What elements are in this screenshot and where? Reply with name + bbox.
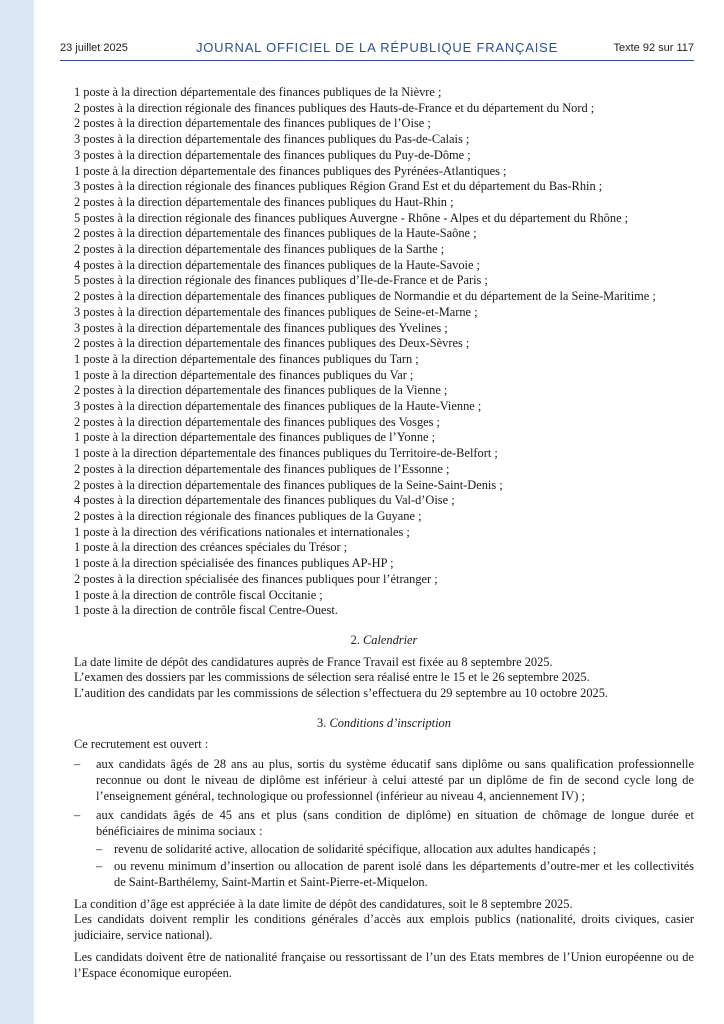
poste-line: 1 poste à la direction départementale des finances publiques des Pyrénées-Atlantiques ; — [74, 163, 507, 178]
section-number: 3. — [317, 715, 327, 730]
poste-line: 1 poste à la direction départementale des finances publiques de la Nièvre ; — [74, 85, 442, 99]
poste-line: 2 postes à la direction départementale des finances publiques de la Vienne ; — [74, 383, 448, 398]
poste-line: 1 poste à la direction spécialisée des finances publiques AP-HP ; — [74, 556, 394, 571]
poste-line: 1 poste à la direction départementale des finances publiques du Tarn ; — [74, 351, 419, 366]
poste-line: 3 postes à la direction départementale des finances publiques de la Haute-Vienne ; — [74, 399, 482, 414]
section-title-text: Conditions d’inscription — [329, 715, 451, 730]
poste-line: 1 poste à la direction des créances spéciales du Trésor ; — [74, 540, 348, 555]
section-title-text: Calendrier — [363, 632, 418, 647]
calendrier-line: L’examen des dossiers par les commissions de sélection sera réalisé entre le 15 et le 26 septembre 2025. — [74, 670, 590, 685]
page-header — [60, 38, 694, 61]
poste-line: 1 poste à la direction départementale des finances publiques de l’Yonne ; — [74, 430, 436, 445]
poste-line: 2 postes à la direction régionale des finances publiques des Hauts-de-France et du département du Nord ; — [74, 100, 595, 115]
poste-line: 2 postes à la direction départementale des finances publiques de la Seine-Saint-Denis ; — [74, 477, 503, 492]
poste-line: 3 postes à la direction départementale des finances publiques du Puy-de-Dôme ; — [74, 147, 471, 162]
condition-subitem-outremer: – ou revenu minimum d’insertion ou allocation de parent isolé dans les départements d’outre-mer et les collectivités de Saint-Barthélemy, Saint-Martin et Saint-Pierre-et-Miquelon. — [74, 859, 694, 890]
section-number: 2. — [350, 632, 360, 647]
poste-line: 2 postes à la direction départementale des finances publiques des Deux-Sèvres ; — [74, 336, 470, 351]
poste-line: 3 postes à la direction régionale des finances publiques Région Grand Est et du département du Bas-Rhin ; — [74, 179, 603, 194]
condition-subitem-minima: – revenu de solidarité active, allocation de solidarité spécifique, allocation aux adultes handicapés ; — [74, 842, 694, 858]
calendrier-line: L’audition des candidats par les commissions de sélection s’effectuera du 29 septembre au 10 octobre 2025. — [74, 686, 609, 701]
conditions-intro: Ce recrutement est ouvert : — [74, 737, 209, 752]
poste-line: 2 postes à la direction départementale des finances publiques de l’Oise ; — [74, 116, 431, 131]
section-calendrier-title — [74, 633, 694, 649]
poste-line: 3 postes à la direction départementale des finances publiques du Pas-de-Calais ; — [74, 132, 470, 147]
condition-age-paragraph: La condition d’âge est appréciée à la date limite de dépôt des candidatures, soit le 8 septembre 2025. — [74, 896, 573, 911]
section-conditions-title — [74, 716, 694, 732]
poste-line: 2 postes à la direction départementale des finances publiques de l’Essonne ; — [74, 461, 450, 476]
poste-line: 1 poste à la direction départementale des finances publiques du Var ; — [74, 367, 414, 382]
header-journal-title: JOURNAL OFFICIEL DE LA RÉPUBLIQUE FRANÇAISE — [195, 40, 559, 55]
poste-line: 1 poste à la direction départementale des finances publiques du Territoire-de-Belfort ; — [74, 446, 498, 461]
poste-line: 1 poste à la direction de contrôle fiscal Occitanie ; — [74, 587, 323, 602]
poste-line: 5 postes à la direction régionale des finances publiques d’Ile-de-France et de Paris ; — [74, 273, 488, 288]
header-text-number: Texte 92 sur 117 — [613, 42, 694, 54]
document-page — [34, 0, 724, 1024]
poste-line: 2 postes à la direction départementale des finances publiques des Vosges ; — [74, 414, 441, 429]
condition-general-paragraph: Les candidats doivent remplir les conditions générales d’accès aux emplois publics (nationalité, droits civiques, casier judiciaire, service national). — [74, 912, 694, 943]
condition-nationality-paragraph: Les candidats doivent être de nationalité française ou ressortissant de l’un des Etats membres de l’Union européenne ou de l’Espace économique européen. — [74, 949, 694, 980]
poste-line: 4 postes à la direction départementale des finances publiques de la Haute-Savoie ; — [74, 257, 480, 272]
poste-line: 2 postes à la direction départementale des finances publiques de la Haute-Saône ; — [74, 226, 477, 241]
poste-line: 3 postes à la direction départementale des finances publiques des Yvelines ; — [74, 320, 448, 335]
poste-line: 1 poste à la direction des vérifications nationales et internationales ; — [74, 524, 410, 539]
poste-line: 3 postes à la direction départementale des finances publiques de Seine-et-Marne ; — [74, 304, 478, 319]
calendrier-line: La date limite de dépôt des candidatures auprès de France Travail est fixée au 8 septembre 2025. — [74, 654, 553, 669]
condition-item-young: – aux candidats âgés de 28 ans au plus, sortis du système éducatif sans diplôme ou sans qualification professionnelle reconnue ou dont le niveau de diplôme est inférieur à celui attesté par un diplôme de fin de second cycle long de l’enseignement général, technologique ou professionnel (inférieur au niveau 4, anciennement IV) ; — [74, 757, 694, 804]
poste-line: 1 poste à la direction de contrôle fiscal Centre-Ouest. — [74, 603, 338, 618]
poste-line: 2 postes à la direction départementale des finances publiques de la Sarthe ; — [74, 242, 445, 257]
header-date: 23 juillet 2025 — [60, 42, 128, 54]
poste-line: 2 postes à la direction départementale des finances publiques de Normandie et du département de la Seine-Maritime ; — [74, 289, 656, 304]
poste-line: 2 postes à la direction spécialisée des finances publiques pour l’étranger ; — [74, 571, 438, 586]
poste-line: 4 postes à la direction départementale des finances publiques du Val-d’Oise ; — [74, 493, 455, 508]
condition-item-senior: – aux candidats âgés de 45 ans et plus (sans condition de diplôme) en situation de chômage de longue durée et bénéficiaires de minima sociaux : — [74, 808, 694, 839]
left-margin-band — [0, 0, 34, 1024]
poste-line: 2 postes à la direction départementale des finances publiques du Haut-Rhin ; — [74, 194, 454, 209]
document-body — [74, 85, 694, 981]
poste-line: 2 postes à la direction régionale des finances publiques de la Guyane ; — [74, 508, 422, 523]
postes-list — [74, 85, 694, 619]
poste-line: 5 postes à la direction régionale des finances publiques Auvergne - Rhône - Alpes et du département du Rhône ; — [74, 210, 629, 225]
